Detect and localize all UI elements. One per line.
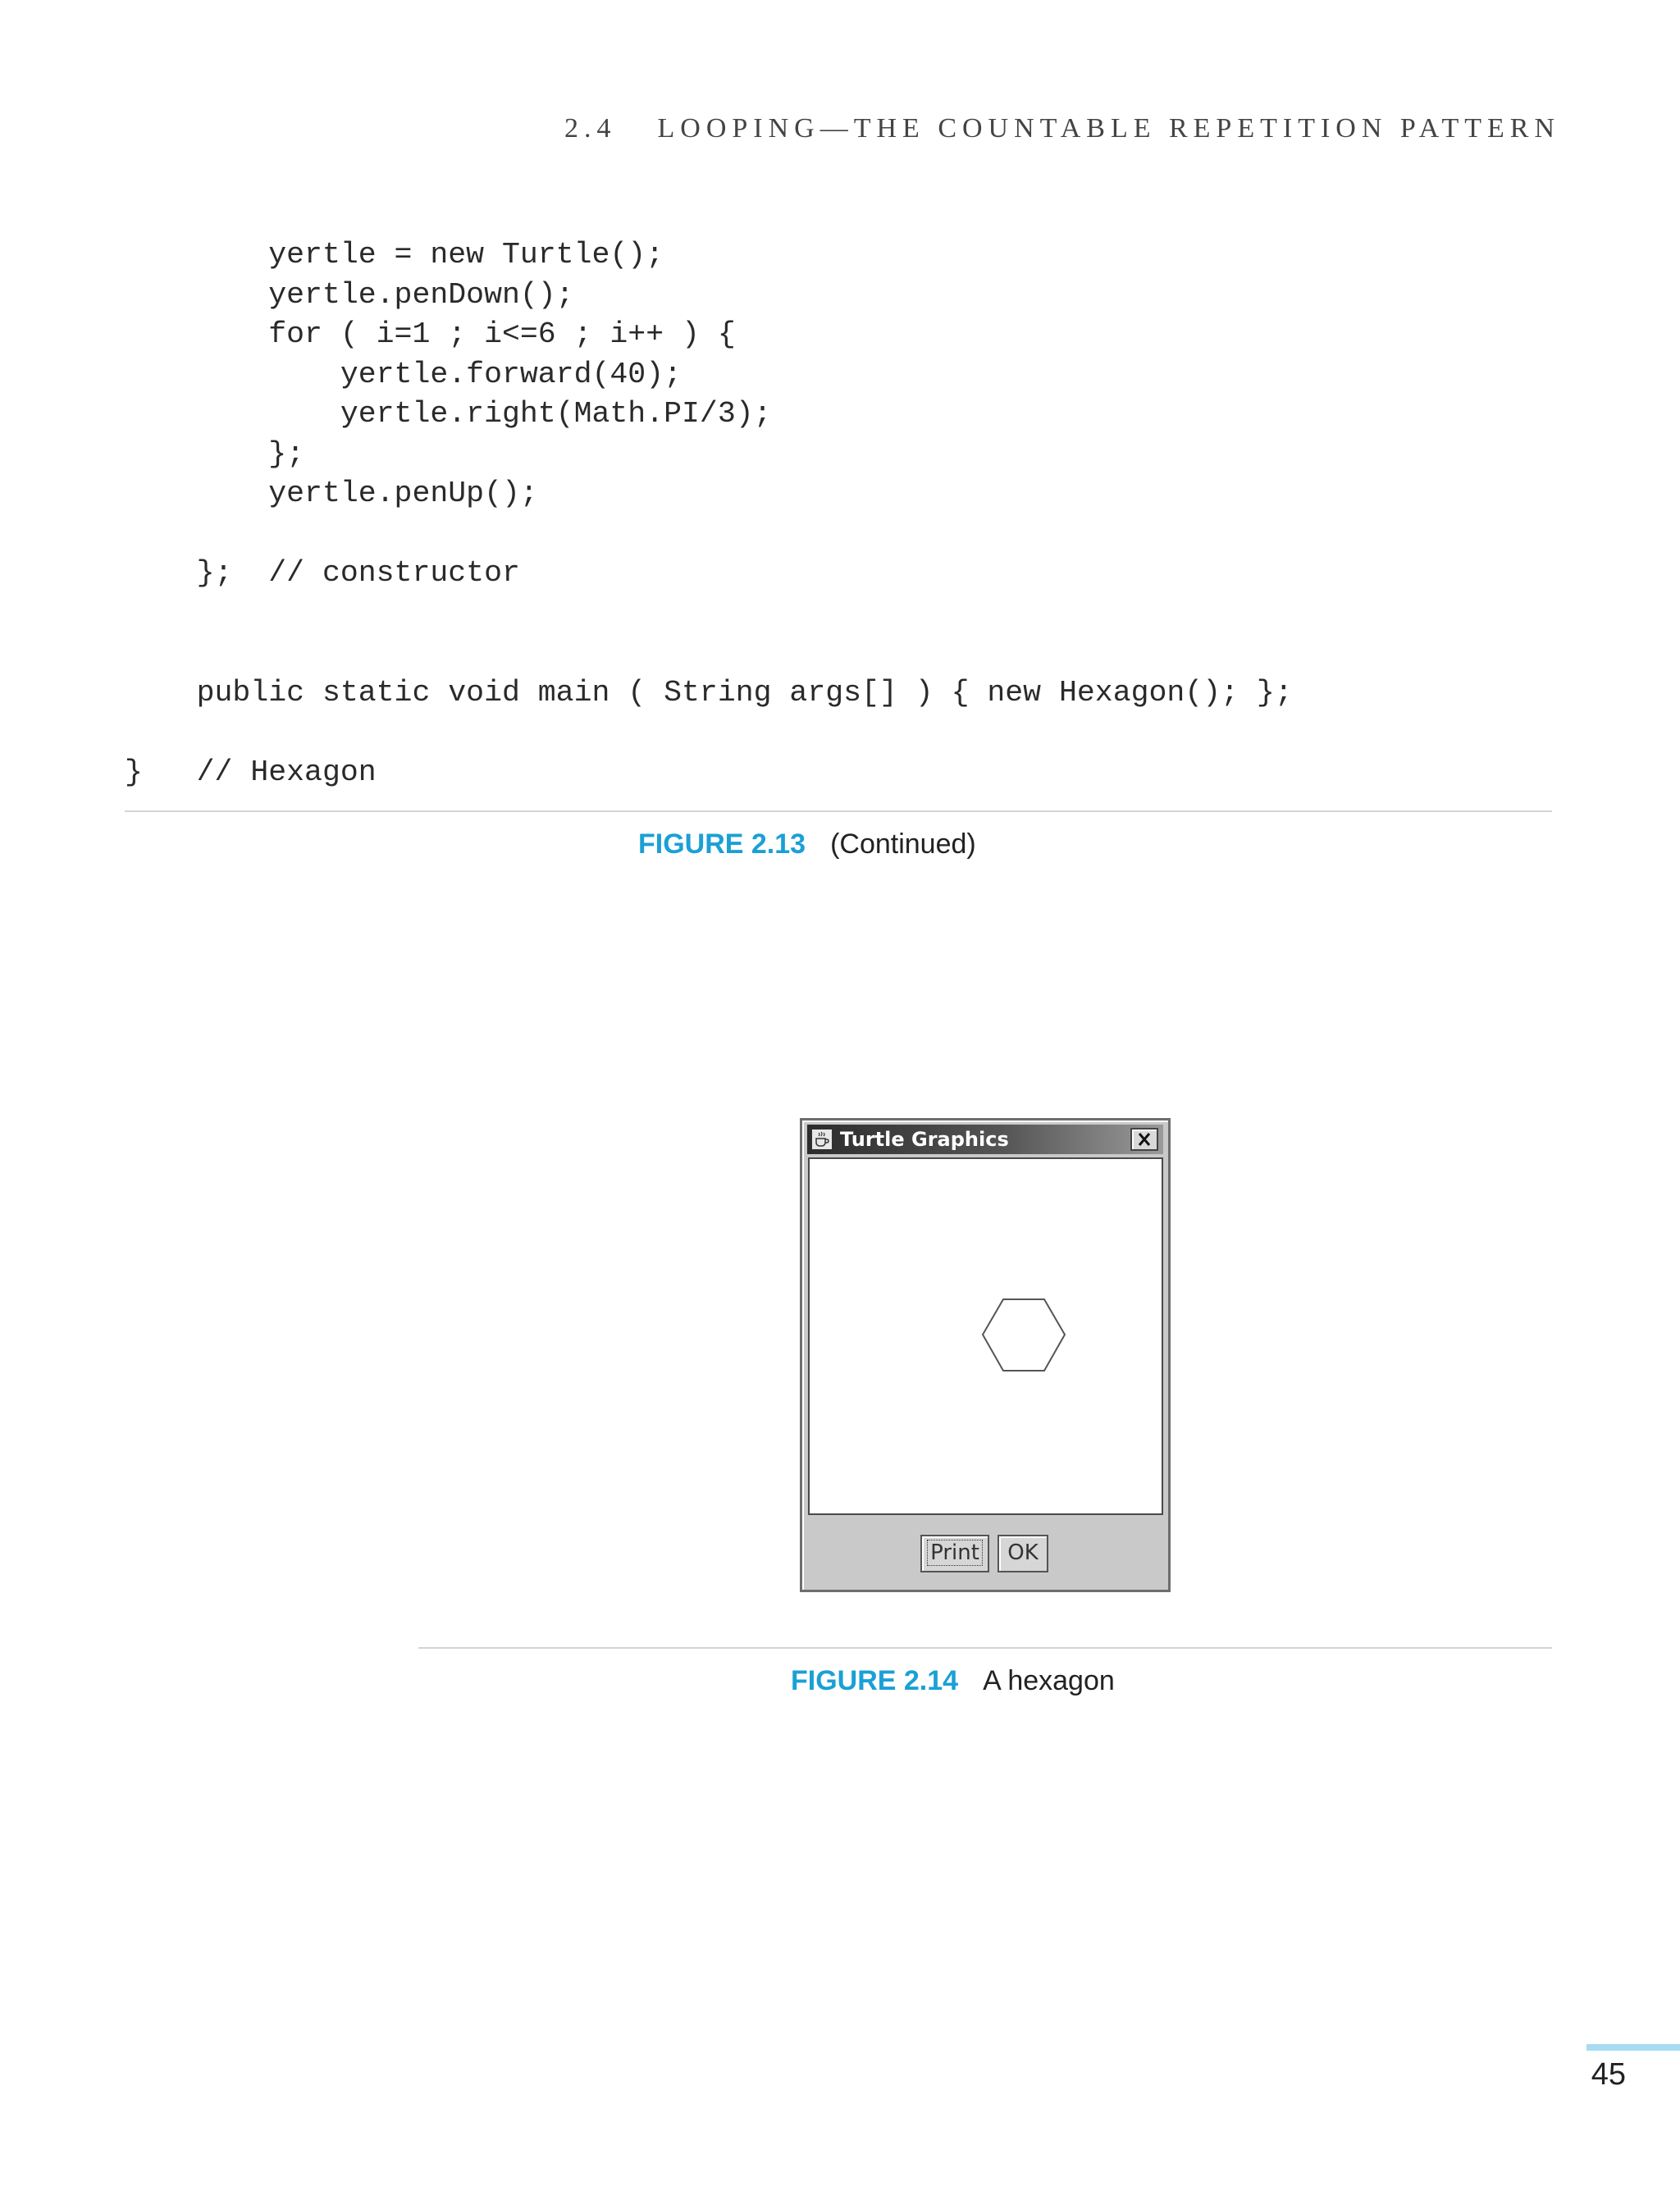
code-line: yertle.penUp(); [125,477,538,510]
code-line: }; // constructor [125,556,520,590]
code-line: yertle = new Turtle(); [125,238,664,272]
section-number: 2.4 [564,113,617,144]
ok-button[interactable] [998,1535,1048,1572]
figure-text: A hexagon [983,1665,1115,1696]
window-titlebar[interactable] [807,1125,1163,1154]
print-button-label: Print [928,1540,982,1565]
turtle-canvas [808,1157,1163,1515]
code-line: for ( i=1 ; i<=6 ; i++ ) { [125,317,736,351]
page-number: 45 [1591,2057,1626,2092]
code-line: public static void main ( String args[] ) { new Hexagon(); }; [125,675,1293,710]
figure-rule [418,1647,1552,1649]
code-line: yertle.penDown(); [125,277,574,312]
figure-text: (Continued) [830,828,976,860]
code-line: yertle.right(Math.PI/3); [125,397,772,431]
code-line: }; [125,436,305,471]
java-coffee-cup-icon [811,1129,833,1150]
code-line [125,514,1293,555]
code-line [125,633,1293,673]
hexagon-drawing [810,1159,1162,1513]
section-title: LOOPING—THE COUNTABLE REPETITION PATTERN [657,113,1560,144]
code-line: yertle.forward(40); [125,357,682,391]
print-button[interactable] [920,1535,989,1572]
figure-2-14-caption [791,1665,1115,1697]
code-line [125,594,1293,634]
page-accent-bar [1586,2044,1680,2051]
running-head [564,113,1560,144]
figure-2-13-caption [638,828,976,860]
ok-button-label: OK [1007,1540,1039,1565]
figure-label: FIGURE 2.14 [791,1665,959,1696]
hexagon-shape [983,1299,1065,1371]
figure-rule [125,810,1552,812]
code-line: } // Hexagon [125,755,377,789]
window-title: Turtle Graphics [840,1128,1009,1151]
code-listing [125,235,1293,792]
close-icon [1132,1130,1157,1149]
figure-label: FIGURE 2.13 [638,828,806,860]
code-line [125,713,1293,753]
close-button[interactable] [1130,1128,1158,1151]
turtle-graphics-window [800,1118,1171,1592]
